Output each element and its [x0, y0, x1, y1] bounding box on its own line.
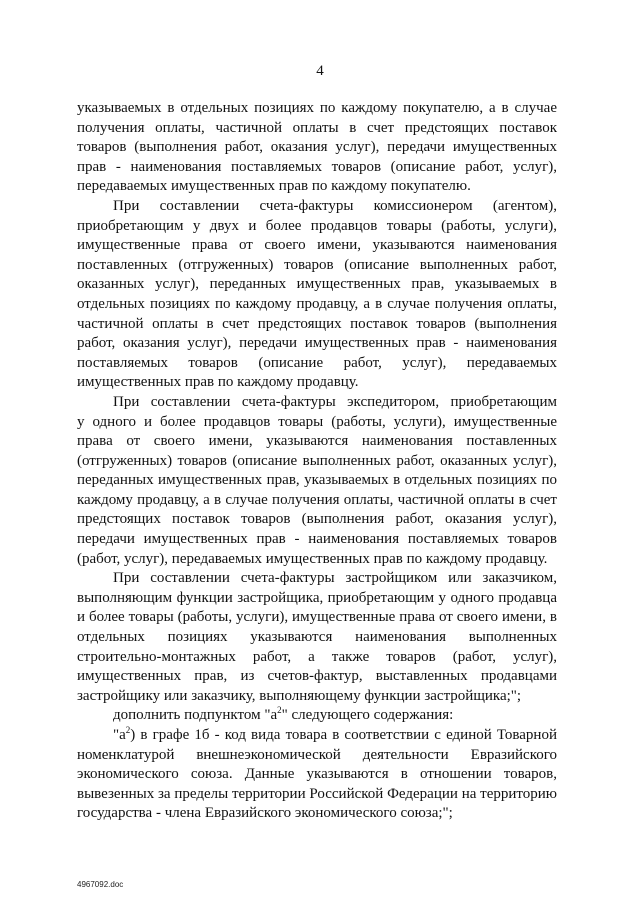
text-line: права от своего имени, указываются наименования поставленных	[77, 433, 557, 450]
paragraph-developer	[77, 569, 557, 706]
text-line: номенклатурой внешнеэкономической деятельности Евразийского	[77, 746, 557, 763]
subpoint-first-before: "а	[113, 727, 126, 743]
text-line: строительно-монтажных работ, а также товаров (работ, услуг),	[77, 648, 557, 665]
text-line: При составлении счета-фактуры экспедитором, приобретающим	[113, 393, 557, 410]
text-line: поставленных (отгруженных) товаров (описание выполненных работ,	[77, 256, 557, 273]
text-line: каждому продавцу, а в случае получения оплаты, частичной оплаты в счет	[77, 491, 557, 508]
text-line: имущественные права от своего имени, указываются наименования	[77, 237, 557, 254]
text-line: При составлении счета-фактуры застройщиком или заказчиком,	[113, 570, 557, 587]
paragraph-subpoint-a2	[77, 726, 557, 824]
superscript-2: 2	[277, 705, 282, 716]
text-line: указываемых в отдельных позициях по каждому покупателю, а в случае	[77, 100, 557, 116]
page-number: 4	[316, 63, 324, 79]
text-line: передачи имущественных прав - наименования поставляемых товаров	[77, 531, 557, 548]
text-line: у одного и более продавцов товары (работы, услуги), имущественные	[77, 413, 557, 430]
text-line: частичной оплаты в счет предстоящих поставок товаров (выполнения	[77, 315, 557, 332]
text-line: (работ, услуг), передаваемых имущественных прав по каждому продавцу.	[77, 550, 548, 567]
text-line: отдельных позициях указываются наименования выполненных	[77, 629, 557, 646]
text-line: получения оплаты, частичной оплаты в счет предстоящих поставок	[77, 119, 557, 136]
text-line: имущественных прав, из счетов-фактур, выставленных продавцами	[77, 668, 557, 685]
paragraph-commission-agent	[77, 197, 557, 393]
supplement-intro-line	[77, 706, 557, 726]
footer-filename: 4967092.doc	[77, 880, 124, 889]
text-line: товаров (выполнения работ, оказания услуг), передачи имущественных	[77, 139, 557, 156]
text-line: государства - члена Евразийского экономического союза;";	[77, 805, 453, 822]
text-line: прав - наименования поставляемых товаров (описание работ, услуг),	[77, 158, 557, 175]
text-line: переданных имущественных прав, указываемых в отдельных позициях по	[77, 472, 557, 489]
supplement-intro-before: дополнить подпунктом "а	[113, 707, 278, 724]
subpoint-first-after: ) в графе 1б - код вида товара в соответствии с единой Товарной	[130, 727, 557, 743]
paragraph-buyer-details	[77, 99, 557, 197]
supplement-intro-after: " следующего содержания:	[281, 707, 454, 724]
superscript-2: 2	[125, 725, 131, 735]
text-line: приобретающим у двух и более продавцов товары (работы, услуги),	[77, 217, 557, 234]
text-line: работ, оказания услуг), передачи имущественных прав - наименования	[77, 335, 557, 352]
subpoint-first-line	[77, 726, 557, 746]
text-line: вывезенных за пределы территории Российской Федерации на территорию	[77, 785, 557, 802]
text-line: и более товары (работы, услуги), имущественные права от своего имени, в	[77, 609, 557, 626]
text-line: отдельных позициях по каждому продавцу, а в случае получения оплаты,	[77, 295, 557, 312]
text-line: передаваемых имущественных прав по каждому покупателю.	[77, 178, 471, 195]
document-body	[77, 99, 557, 824]
text-line: застройщику или заказчику, выполняющему функции застройщика;";	[77, 687, 522, 704]
text-line: При составлении счета-фактуры комиссионером (агентом),	[113, 197, 557, 214]
text-line: (отгруженных) товаров (описание выполненных работ, оказанных услуг),	[77, 452, 557, 469]
text-line: предстоящих поставок товаров (выполнения работ, оказания услуг),	[77, 511, 557, 528]
text-line: оказанных услуг), переданных имущественных прав, указываемых в	[77, 276, 557, 293]
paragraph-supplement-intro	[77, 706, 557, 726]
text-line: выполняющим функции застройщика, приобретающим у одного продавца	[77, 589, 557, 606]
paragraph-forwarder	[77, 393, 557, 569]
text-line: экономического союза. Данные указываются в отношении товаров,	[77, 766, 557, 783]
text-line: поставляемых товаров (описание работ, услуг), передаваемых	[77, 354, 557, 371]
text-line: имущественных прав по каждому продавцу.	[77, 374, 359, 391]
